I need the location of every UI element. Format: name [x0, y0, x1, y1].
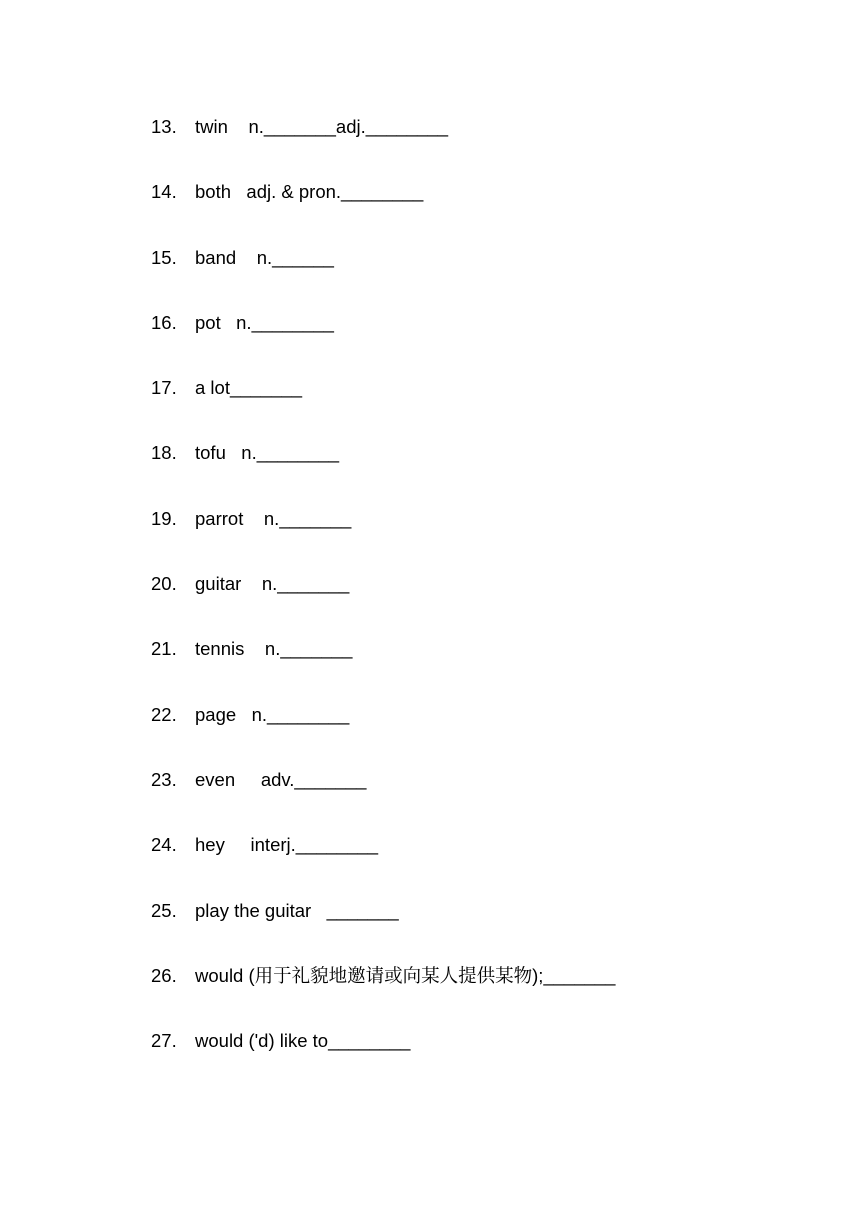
item-number: 25.: [151, 899, 177, 921]
item-number: 21.: [151, 638, 177, 660]
vocabulary-list: [151, 113, 615, 1092]
list-item: [151, 113, 615, 178]
item-number: 15.: [151, 246, 177, 268]
list-item: [151, 766, 615, 831]
item-number: 17.: [151, 377, 177, 399]
list-item: [151, 897, 615, 962]
item-text: play the guitar _______: [195, 899, 399, 921]
list-item: [151, 309, 615, 374]
item-text: both adj. & pron.________: [195, 181, 424, 203]
item-number: 22.: [151, 703, 177, 725]
item-number: 23.: [151, 768, 177, 790]
item-number: 26.: [151, 964, 177, 986]
item-number: 16.: [151, 311, 177, 333]
item-text: tennis n._______: [195, 638, 353, 660]
item-number: 19.: [151, 507, 177, 529]
item-text: twin n._______adj.________: [195, 116, 449, 137]
item-text: band n.______: [195, 246, 334, 268]
item-text: hey interj.________: [195, 834, 379, 856]
list-item: [151, 374, 615, 439]
item-text: would (用于礼貌地邀请或向某人提供某物);_______: [195, 964, 616, 986]
list-item: [151, 178, 615, 243]
list-item: [151, 1027, 615, 1092]
list-item: [151, 635, 615, 700]
item-number: 27.: [151, 1030, 177, 1052]
item-number: 13.: [151, 116, 177, 137]
item-number: 14.: [151, 181, 177, 203]
list-item: [151, 439, 615, 504]
item-number: 24.: [151, 834, 177, 856]
item-text: a lot_______: [195, 377, 302, 399]
item-text: even adv._______: [195, 768, 367, 790]
item-text: would ('d) like to________: [195, 1030, 411, 1052]
item-number: 20.: [151, 573, 177, 595]
list-item: [151, 831, 615, 896]
item-text: pot n.________: [195, 311, 334, 333]
list-item: [151, 701, 615, 766]
item-number: 18.: [151, 442, 177, 464]
item-text: page n.________: [195, 703, 350, 725]
list-item: [151, 244, 615, 309]
list-item: [151, 962, 615, 1027]
item-text: parrot n._______: [195, 507, 352, 529]
list-item: [151, 505, 615, 570]
item-text: guitar n._______: [195, 573, 350, 595]
item-text: tofu n.________: [195, 442, 340, 464]
list-item: [151, 570, 615, 635]
